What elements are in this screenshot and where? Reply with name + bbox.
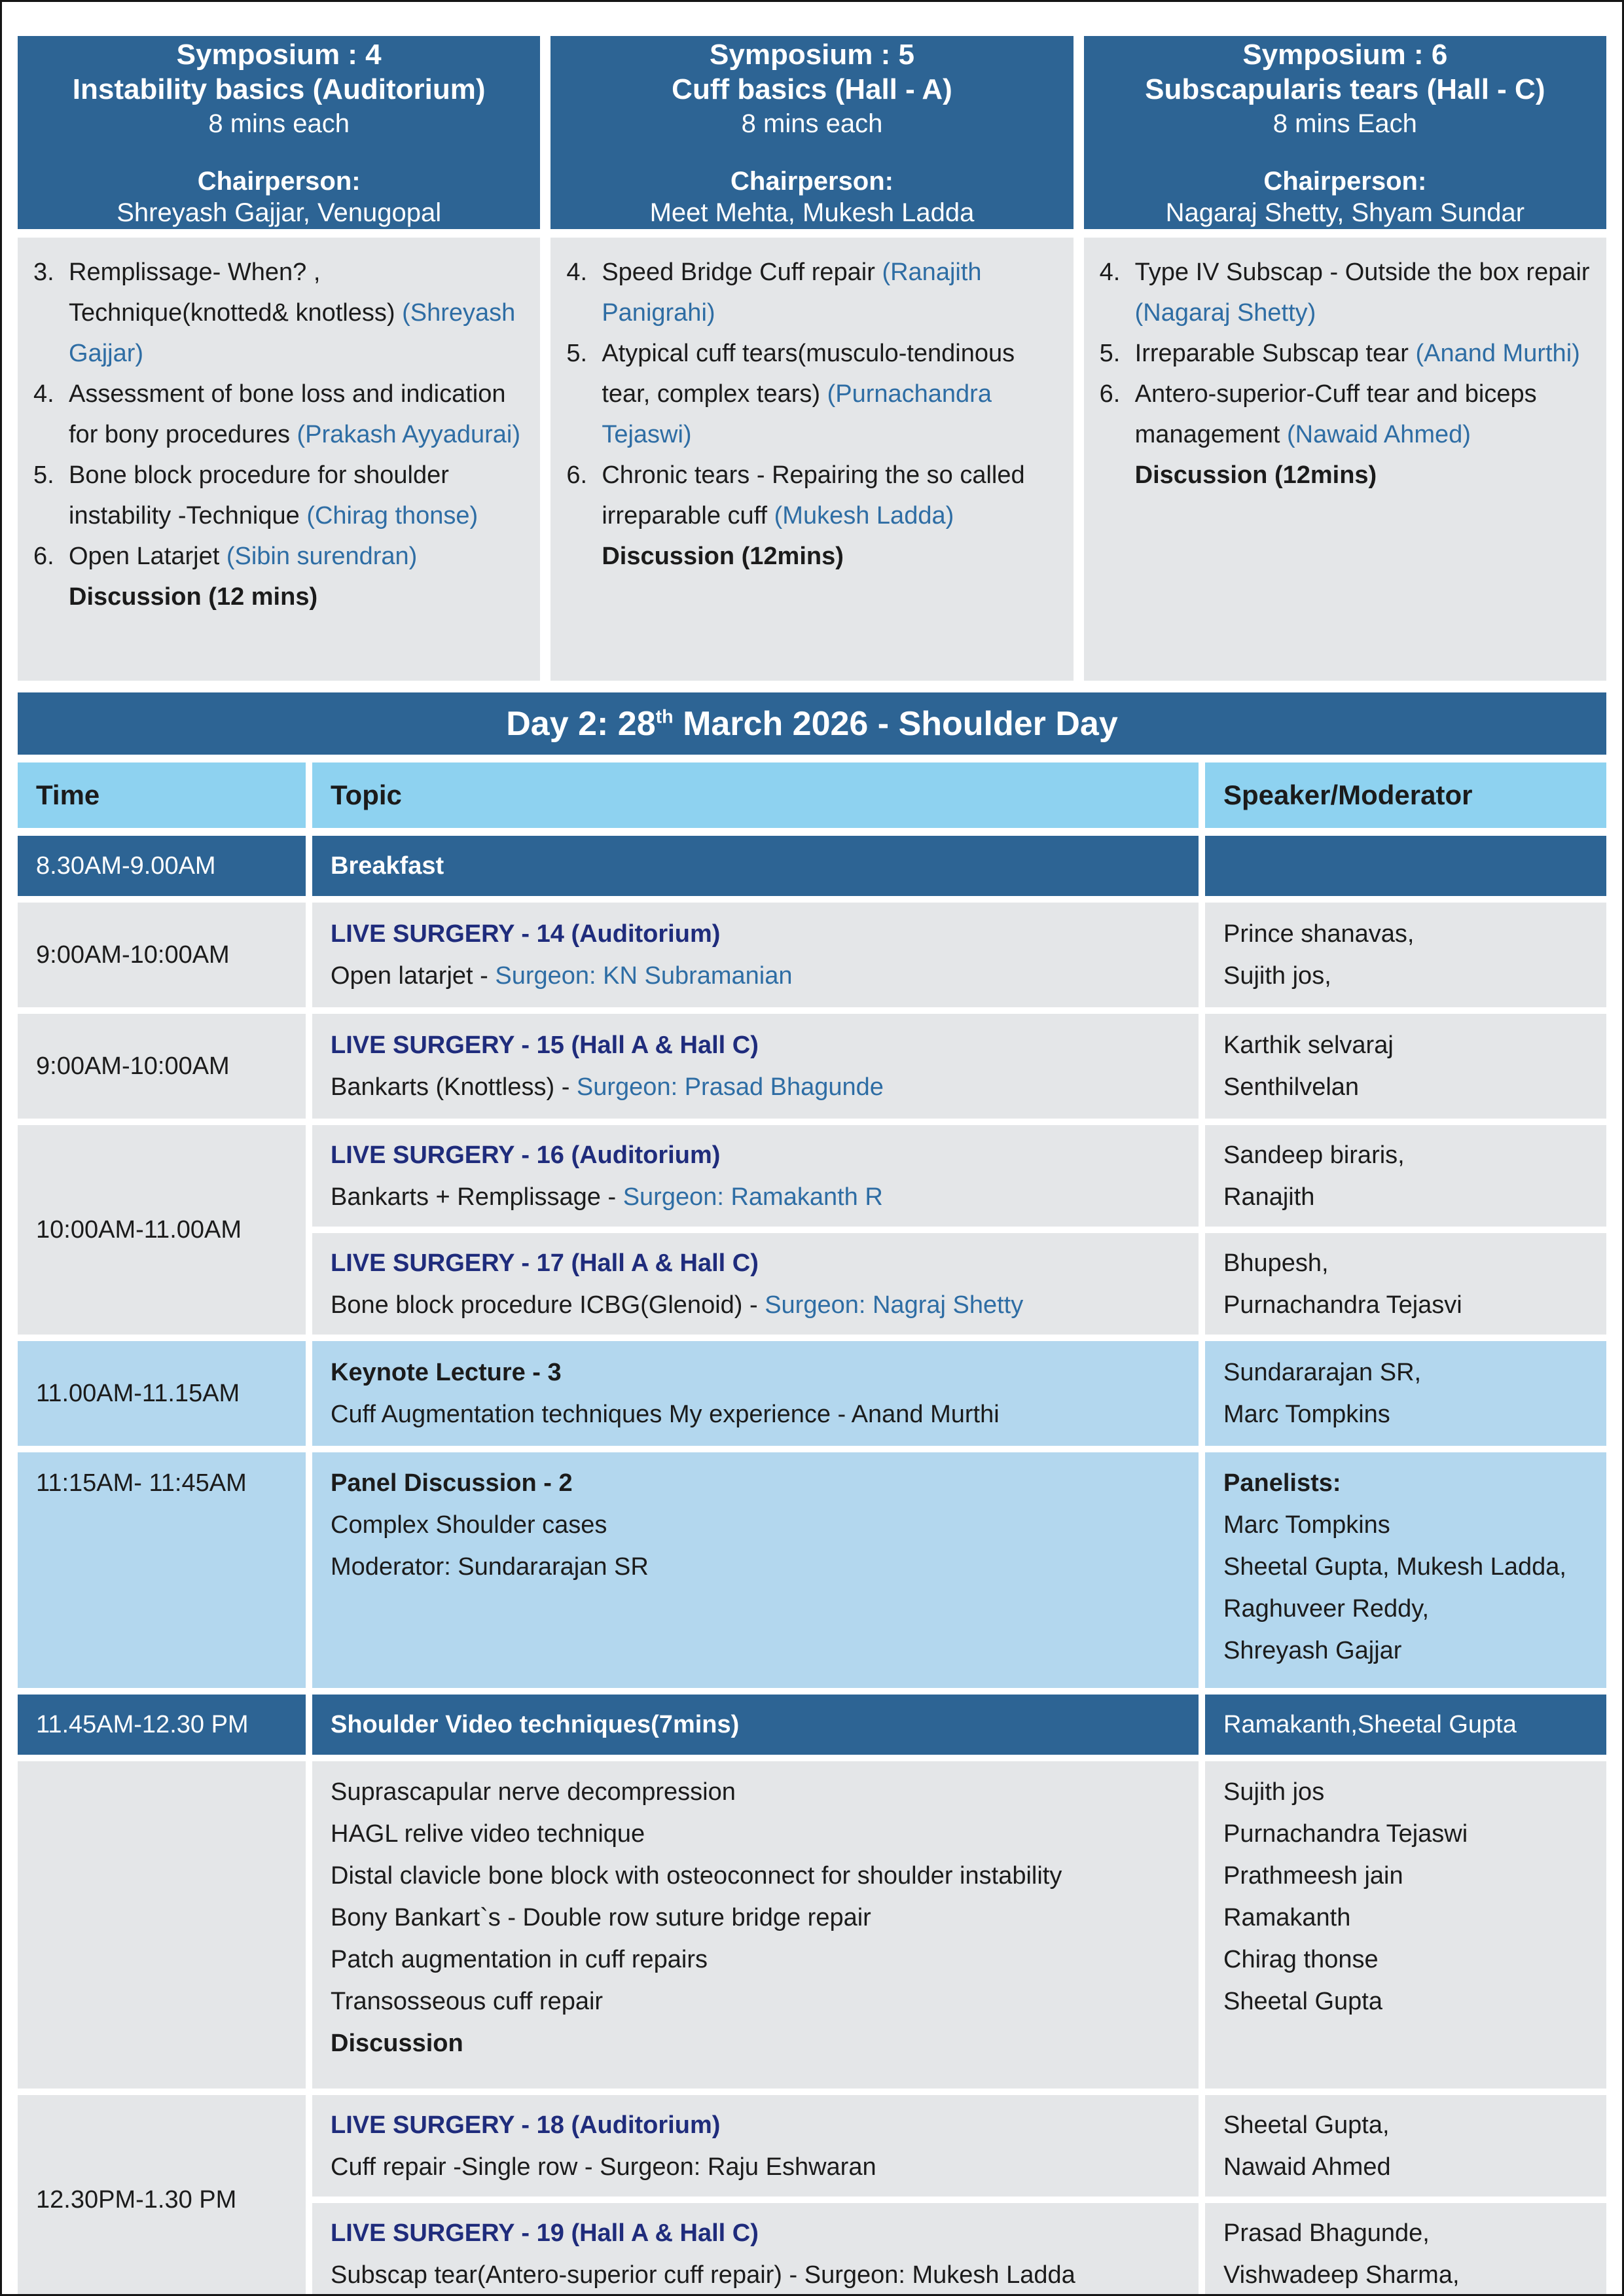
agenda-item-text (1135, 374, 1591, 455)
text-segment: Bankarts + Remplissage - (331, 1183, 623, 1211)
speaker-cell-line (1223, 1401, 1588, 1428)
topic-cell (312, 2095, 1199, 2197)
text-segment: HAGL relive video technique (331, 1820, 645, 1848)
agenda-item-text (1135, 252, 1591, 333)
text-segment: Shreyash Gajjar (1223, 1637, 1402, 1664)
speaker-cell (1205, 2095, 1606, 2197)
speaker-cell-line (1223, 1711, 1588, 1738)
topic-cell (312, 1761, 1199, 2089)
text-segment: Distal clavicle bone block with osteoconnect for shoulder instability (331, 1862, 1062, 1890)
text-segment: Panelists: (1223, 1469, 1341, 1497)
banner-prefix: Day 2: 28 (506, 704, 656, 743)
speaker-name: (Anand Murthi) (1415, 340, 1580, 367)
speaker-cell (1205, 1125, 1606, 1227)
symposium-column (550, 36, 1073, 681)
time-cell (18, 1014, 306, 1119)
text-segment: Transosseous cuff repair (331, 1988, 604, 2015)
text-segment: 11:15AM- 11:45AM (36, 1469, 247, 1497)
symposium-header (1084, 36, 1606, 229)
schedule-row (18, 1761, 1606, 2089)
text-segment: Chronic tears - Repairing the so called irreparable cuff (602, 461, 1025, 529)
topic-cell-line (331, 1946, 1180, 1973)
speaker-cell (1205, 1695, 1606, 1755)
text-segment: Cuff repair -Single row - Surgeon: Raju Eshwaran (331, 2153, 876, 2181)
agenda-item-text (602, 455, 1057, 536)
agenda-item-text (602, 252, 1057, 333)
symposium-agenda (1084, 238, 1606, 681)
text-segment: Sheetal Gupta, Mukesh Ladda, (1223, 1553, 1566, 1581)
text-segment: Prasad Bhagunde, (1223, 2219, 1430, 2247)
topic-cell-line (331, 1031, 1180, 1059)
speaker-name: (Purnachandra Tejaswi) (602, 380, 992, 448)
agenda-item-number: 5. (33, 461, 54, 489)
text-segment: Marc Tompkins (1223, 1401, 1390, 1428)
schedule-row (18, 836, 1606, 896)
text-segment: Senthilvelan (1223, 1073, 1360, 1101)
text-segment: Antero-superior-Cuff tear and biceps management (1134, 380, 1537, 448)
agenda-item (566, 252, 1057, 333)
text-segment: Karthik selvaraj (1223, 1031, 1394, 1059)
speaker-cell-line (1223, 1595, 1588, 1623)
topic-cell (312, 1341, 1199, 1446)
speaker-cell-line (1223, 1031, 1588, 1059)
topic-cell (312, 1014, 1199, 1119)
text-segment: Keynote Lecture - 3 (331, 1359, 562, 1386)
speaker-cell-line (1223, 1469, 1588, 1497)
topic-cell-line (331, 1359, 1180, 1386)
text-segment: 9:00AM-10:00AM (36, 941, 230, 969)
symposium-title: Symposium : 4 (176, 38, 382, 71)
text-segment: 12.30PM-1.30 PM (36, 2186, 237, 2214)
speaker-name: Surgeon: Nagraj Shetty (765, 1291, 1024, 1319)
speaker-cell-line (1223, 1553, 1588, 1581)
topic-cell-line (331, 2030, 1180, 2057)
text-segment: Marc Tompkins (1223, 1511, 1390, 1539)
agenda-item-number: 4. (1099, 259, 1121, 286)
symposium-duration: 8 mins each (741, 109, 883, 138)
header-speaker: Speaker/Moderator (1205, 762, 1606, 828)
banner-suffix: March 2026 - Shoulder Day (673, 704, 1118, 743)
banner-superscript: th (655, 706, 674, 728)
speaker-cell-line (1223, 1141, 1588, 1169)
agenda-item (33, 455, 524, 536)
topic-cell (312, 903, 1199, 1007)
speaker-cell (1205, 1452, 1606, 1688)
time-cell-line (36, 1216, 287, 1244)
speaker-cell (1205, 1014, 1606, 1119)
text-segment: 9:00AM-10:00AM (36, 1052, 230, 1080)
text-segment: Bony Bankart`s - Double row suture bridge repair (331, 1904, 871, 1931)
speaker-cell-line (1223, 1249, 1588, 1277)
topic-cell (312, 1125, 1199, 1227)
text-segment: LIVE SURGERY - 17 (Hall A & Hall C) (331, 1249, 759, 1277)
schedule-row (18, 1341, 1606, 1446)
speaker-cell-line (1223, 1904, 1588, 1931)
text-segment: Sundararajan SR, (1223, 1359, 1422, 1386)
text-segment: Ramakanth,Sheetal Gupta (1223, 1711, 1517, 1738)
time-cell-line (36, 852, 287, 880)
time-cell-line (36, 1380, 287, 1407)
time-cell (18, 1125, 306, 1335)
text-segment: Remplissage- When? , Technique(knotted& knotless) (69, 259, 403, 327)
chairperson-label: Chairperson: (1263, 166, 1427, 196)
chairperson-names: Nagaraj Shetty, Shyam Sundar (1165, 198, 1525, 227)
text-segment: Irreparable Subscap tear (1134, 340, 1416, 367)
schedule-subrow (312, 2203, 1606, 2296)
speaker-name: Surgeon: KN Subramanian (495, 962, 793, 990)
speaker-cell-line (1223, 1183, 1588, 1211)
agenda-item-number: 4. (33, 380, 54, 408)
subrow-group (312, 1125, 1606, 1335)
speaker-cell-line (1223, 1073, 1588, 1101)
schedule-row (18, 1125, 1606, 1335)
text-segment: 11.00AM-11.15AM (36, 1380, 240, 1407)
text-segment: Sheetal Gupta (1223, 1988, 1382, 2015)
agenda-item-line (602, 455, 1057, 536)
time-cell-line (36, 1469, 287, 1497)
text-segment: Breakfast (331, 852, 444, 880)
text-segment: Purnachandra Tejasvi (1223, 1291, 1462, 1319)
text-segment: Nawaid Ahmed (1223, 2153, 1391, 2181)
text-segment: Shoulder Video techniques(7mins) (331, 1711, 740, 1738)
discussion-note: Discussion (12mins) (1134, 461, 1377, 489)
topic-cell-line (331, 1553, 1180, 1581)
symposium-title: Symposium : 6 (1242, 38, 1448, 71)
time-cell-line (36, 1711, 287, 1738)
agenda-item (1100, 374, 1591, 455)
text-segment: Purnachandra Tejaswi (1223, 1820, 1468, 1848)
agenda-item-line (1135, 374, 1591, 455)
agenda-item-number: 6. (33, 543, 54, 570)
day2-banner (18, 692, 1606, 755)
topic-cell-line (331, 1249, 1180, 1277)
agenda-item (33, 374, 524, 455)
topic-cell-line (331, 1291, 1180, 1319)
text-segment: Open Latarjet (69, 543, 226, 570)
agenda-item-text (1135, 333, 1591, 374)
agenda-item (1100, 333, 1591, 374)
schedule-row (18, 2095, 1606, 2296)
discussion-note: Discussion (12 mins) (69, 583, 318, 611)
topic-cell-line (331, 852, 1180, 880)
text-segment: Ramakanth (1223, 1904, 1351, 1931)
chairperson-label: Chairperson: (731, 166, 893, 196)
text-segment: Sheetal Gupta, (1223, 2111, 1390, 2139)
schedule-subrow (312, 1233, 1606, 1335)
agenda-item (1100, 252, 1591, 333)
text-segment: Discussion (331, 2030, 463, 2057)
chairperson-names: Shreyash Gajjar, Venugopal (117, 198, 442, 227)
text-segment: Assessment of bone loss and indication for bony procedures (69, 380, 506, 448)
agenda-item-text (69, 252, 524, 374)
text-segment: 10:00AM-11.00AM (36, 1216, 242, 1244)
text-segment: Prince shanavas, (1223, 920, 1415, 948)
agenda-item-line (69, 455, 524, 536)
topic-cell-line (331, 1820, 1180, 1848)
agenda-item-line (69, 536, 524, 577)
topic-cell (312, 1452, 1199, 1688)
speaker-cell (1205, 1233, 1606, 1335)
time-cell-line (36, 1052, 287, 1080)
speaker-cell-line (1223, 1637, 1588, 1664)
time-cell (18, 1452, 306, 1688)
speaker-cell-line (1223, 1862, 1588, 1890)
topic-cell-line (331, 1862, 1180, 1890)
text-segment: LIVE SURGERY - 16 (Auditorium) (331, 1141, 721, 1169)
speaker-name: (Mukesh Ladda) (774, 502, 954, 529)
agenda-item-number: 6. (1099, 380, 1121, 408)
symposium-header (18, 36, 540, 229)
text-segment: Bone block procedure ICBG(Glenoid) - (331, 1291, 765, 1319)
topic-cell (312, 836, 1199, 896)
symposium-column (1084, 36, 1606, 681)
text-segment: Raghuveer Reddy, (1223, 1595, 1430, 1623)
agenda-item-line (1135, 333, 1591, 374)
topic-cell-line (331, 2153, 1180, 2181)
speaker-cell-line (1223, 962, 1588, 990)
text-segment: Bone block procedure for shoulder instability -Technique (69, 461, 449, 529)
speaker-name: (Chirag thonse) (306, 502, 478, 529)
topic-cell-line (331, 1711, 1180, 1738)
speaker-cell-line (1223, 2219, 1588, 2247)
topic-cell-line (331, 1778, 1180, 1806)
speaker-name: (Nawaid Ahmed) (1287, 421, 1471, 448)
page-content (2, 2, 1622, 2296)
text-segment: Open latarjet - (331, 962, 496, 990)
text-segment: Vishwadeep Sharma, (1223, 2261, 1460, 2289)
text-segment: Bhupesh, (1223, 1249, 1329, 1277)
agenda-item-line (1135, 252, 1591, 333)
text-segment: Atypical cuff tears(musculo-tendinous tear, complex tears) (602, 340, 1015, 408)
schedule-subrow (312, 2095, 1606, 2197)
topic-cell-line (331, 962, 1180, 990)
agenda-item (566, 455, 1057, 536)
agenda-item-text (69, 536, 524, 577)
topic-cell-line (331, 1401, 1180, 1428)
speaker-cell-line (1223, 1359, 1588, 1386)
text-segment: 8.30AM-9.00AM (36, 852, 216, 880)
speaker-name: (Shreyash Gajjar) (69, 299, 516, 367)
header-time: Time (18, 762, 306, 828)
topic-cell-line (331, 1469, 1180, 1497)
schedule-header-row (18, 762, 1606, 828)
speaker-name: (Prakash Ayyadurai) (297, 421, 520, 448)
speaker-cell (1205, 1341, 1606, 1446)
speaker-cell-line (1223, 2153, 1588, 2181)
text-segment: Cuff Augmentation techniques My experience - Anand Murthi (331, 1401, 1000, 1428)
speaker-cell (1205, 1761, 1606, 2089)
speaker-cell (1205, 903, 1606, 1007)
agenda-item (566, 333, 1057, 455)
speaker-cell (1205, 2203, 1606, 2296)
speaker-name: (Ranajith Panigrahi) (602, 259, 982, 327)
text-segment: Speed Bridge Cuff repair (602, 259, 882, 286)
symposium-duration: 8 mins Each (1272, 109, 1417, 138)
topic-cell-line (331, 1141, 1180, 1169)
speaker-cell-line (1223, 920, 1588, 948)
text-segment: 11.45AM-12.30 PM (36, 1711, 249, 1738)
text-segment: LIVE SURGERY - 18 (Auditorium) (331, 2111, 721, 2139)
text-segment: Bankarts (Knottless) - (331, 1073, 577, 1101)
agenda-item-number: 5. (566, 340, 588, 367)
agenda-item-line (69, 252, 524, 374)
text-segment: Chirag thonse (1223, 1946, 1379, 1973)
symposium-title: Symposium : 5 (710, 38, 914, 71)
topic-cell-line (331, 1511, 1180, 1539)
agenda-item-text (69, 455, 524, 536)
speaker-name: (Sibin surendran) (226, 543, 418, 570)
symposium-subtitle: Instability basics (Auditorium) (72, 73, 486, 105)
topic-cell (312, 2203, 1199, 2296)
symposium-agenda (550, 238, 1073, 681)
text-segment: Suprascapular nerve decompression (331, 1778, 736, 1806)
text-segment: Prathmeesh jain (1223, 1862, 1403, 1890)
time-cell-line (36, 941, 287, 969)
speaker-cell-line (1223, 1291, 1588, 1319)
time-cell (18, 1341, 306, 1446)
agenda-item (33, 536, 524, 577)
agenda-item-line (602, 252, 1057, 333)
topic-cell-line (331, 1988, 1180, 2015)
text-segment: Panel Discussion - 2 (331, 1469, 573, 1497)
text-segment: Type IV Subscap - Outside the box repair (1134, 259, 1590, 286)
text-segment: LIVE SURGERY - 14 (Auditorium) (331, 920, 721, 948)
symposium-subtitle: Cuff basics (Hall - A) (672, 73, 952, 105)
time-cell (18, 903, 306, 1007)
time-cell (18, 1761, 306, 2089)
speaker-cell-line (1223, 2261, 1588, 2289)
text-segment: Subscap tear(Antero-superior cuff repair) - Surgeon: Mukesh Ladda (331, 2261, 1075, 2289)
symposium-subtitle: Subscapularis tears (Hall - C) (1145, 73, 1545, 105)
schedule-row (18, 903, 1606, 1007)
symposium-column (18, 36, 540, 681)
topic-cell-line (331, 920, 1180, 948)
header-topic: Topic (312, 762, 1199, 828)
schedule-row (18, 1695, 1606, 1755)
speaker-cell-line (1223, 1820, 1588, 1848)
agenda-item-text (69, 374, 524, 455)
time-cell (18, 836, 306, 896)
symposia-section (18, 36, 1606, 681)
symposium-duration: 8 mins each (208, 109, 350, 138)
symposium-header (550, 36, 1073, 229)
symposium-agenda (18, 238, 540, 681)
schedule-table (18, 836, 1606, 2296)
topic-cell-line (331, 1904, 1180, 1931)
chairperson-label: Chairperson: (197, 166, 361, 196)
schedule-row (18, 1014, 1606, 1119)
text-segment: Complex Shoulder cases (331, 1511, 607, 1539)
text-segment: LIVE SURGERY - 15 (Hall A & Hall C) (331, 1031, 759, 1059)
topic-cell-line (331, 2111, 1180, 2139)
speaker-name: (Nagaraj Shetty) (1134, 299, 1316, 327)
chairperson-names: Meet Mehta, Mukesh Ladda (649, 198, 975, 227)
time-cell (18, 2095, 306, 2296)
text-segment: LIVE SURGERY - 19 (Hall A & Hall C) (331, 2219, 759, 2247)
speaker-name: Surgeon: Prasad Bhagunde (576, 1073, 884, 1101)
time-cell-line (36, 2186, 287, 2214)
agenda-item-line (602, 333, 1057, 455)
agenda-item-number: 6. (566, 461, 588, 489)
topic-cell (312, 1695, 1199, 1755)
topic-cell (312, 1233, 1199, 1335)
banner-text (506, 704, 1118, 744)
discussion-note: Discussion (12mins) (602, 543, 844, 570)
schedule-subrow (312, 1125, 1606, 1227)
text-segment: Ranajith (1223, 1183, 1315, 1211)
topic-cell-line (331, 1073, 1180, 1101)
agenda-item (33, 252, 524, 374)
speaker-cell-line (1223, 1778, 1588, 1806)
agenda-item-number: 5. (1099, 340, 1121, 367)
agenda-item-number: 3. (33, 259, 54, 286)
topic-cell-line (331, 2261, 1180, 2289)
speaker-name: Surgeon: Ramakanth R (623, 1183, 883, 1211)
speaker-cell (1205, 836, 1606, 896)
speaker-cell-line (1223, 1511, 1588, 1539)
speaker-cell-line (1223, 2111, 1588, 2139)
agenda-item-text (602, 333, 1057, 455)
text-segment: Sandeep biraris, (1223, 1141, 1405, 1169)
time-cell (18, 1695, 306, 1755)
text-segment: Moderator: Sundararajan SR (331, 1553, 649, 1581)
agenda-item-number: 4. (566, 259, 588, 286)
agenda-item-line (69, 374, 524, 455)
speaker-cell-line (1223, 1946, 1588, 1973)
text-segment: Patch augmentation in cuff repairs (331, 1946, 708, 1973)
subrow-group (312, 2095, 1606, 2296)
text-segment: Sujith jos (1223, 1778, 1325, 1806)
topic-cell-line (331, 1183, 1180, 1211)
speaker-cell-line (1223, 1988, 1588, 2015)
topic-cell-line (331, 2219, 1180, 2247)
schedule-row (18, 1452, 1606, 1688)
text-segment: Sujith jos, (1223, 962, 1331, 990)
